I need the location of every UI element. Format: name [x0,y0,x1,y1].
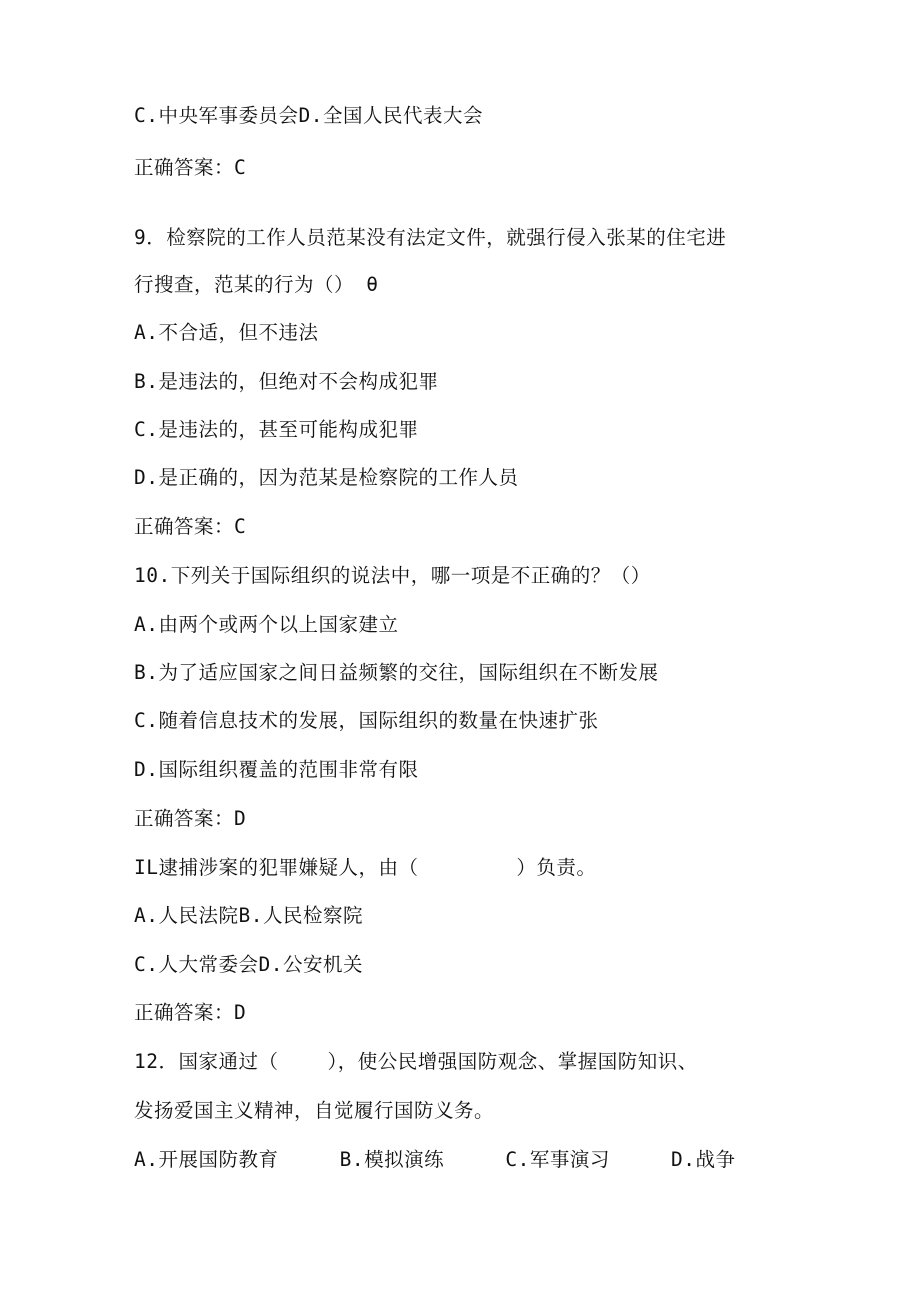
q12-question-line-1: 12．国家通过（ ），使公民增强国防观念、掌握国防知识、 [134,1050,698,1073]
q9-question-line-1: 9．检察院的工作人员范某没有法定文件，就强行侵入张某的住宅进 [134,226,727,249]
q10-option-d: D.国际组织覆盖的范围非常有限 [134,758,419,781]
q11-options-c-d: C.人大常委会D.公安机关 [134,953,363,976]
q9-question-line-2: 行搜查，范某的行为（） θ [134,273,379,296]
q11-options-a-b: A.人民法院B.人民检察院 [134,904,363,927]
q9-answer: 正确答案：C [134,515,247,538]
q10-answer: 正确答案：D [134,807,247,830]
q11-answer: 正确答案：D [134,1001,247,1024]
q10-option-c: C.随着信息技术的发展，国际组织的数量在快速扩张 [134,709,599,732]
q12-options: A.开展国防教育 B.模拟演练 C.军事演习 D.战争 [134,1148,736,1171]
q11-question: IL逮捕涉案的犯罪嫌疑人，由（ ）负责。 [134,856,597,879]
q10-option-a: A.由两个或两个以上国家建立 [134,613,399,636]
q9-option-b: B.是违法的，但绝对不会构成犯罪 [134,370,439,393]
q9-option-d: D.是正确的，因为范某是检察院的工作人员 [134,466,519,489]
q8-answer: 正确答案：C [134,156,247,179]
q10-option-b: B.为了适应国家之间日益频繁的交往，国际组织在不断发展 [134,661,659,684]
q12-question-line-2: 发扬爱国主义精神，自觉履行国防义务。 [134,1099,495,1122]
q9-option-a: A.不合适，但不违法 [134,321,319,344]
q10-question: 10.下列关于国际组织的说法中，哪一项是不正确的？（） [134,564,651,587]
q9-option-c: C.是违法的，甚至可能构成犯罪 [134,418,419,441]
q8-options-c-d: C.中央军事委员会D.全国人民代表大会 [134,104,483,127]
